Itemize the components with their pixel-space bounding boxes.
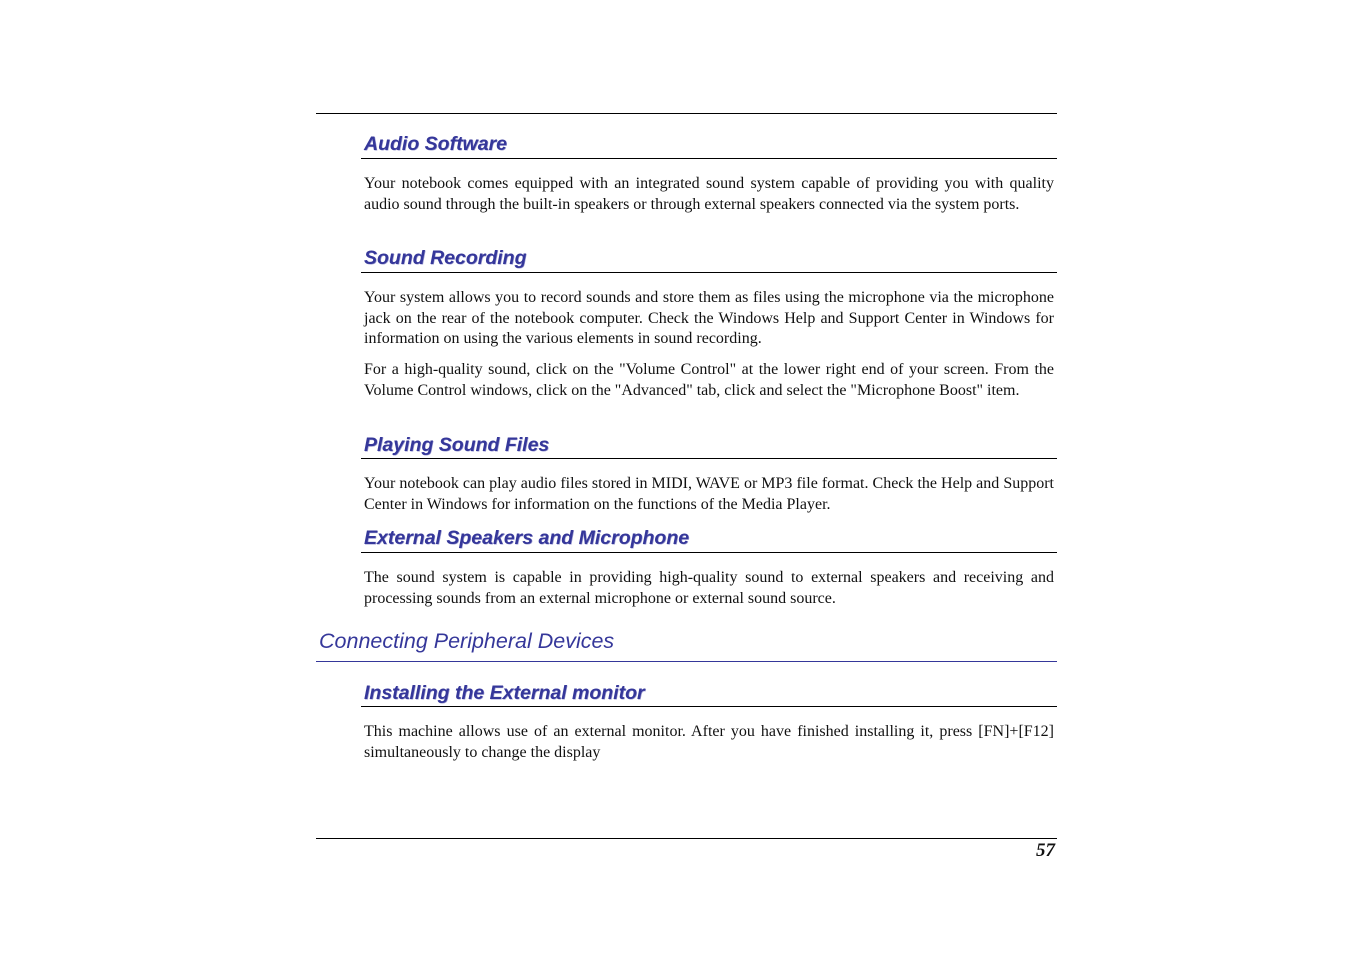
paragraph-audio-software: Your notebook comes equipped with an integrated sound system capable of providing you with quality audio sound through the built-in speakers or through external speakers connected via the system ports. <box>364 175 1054 213</box>
page-number: 57 <box>1036 840 1055 861</box>
heading-underline <box>361 458 1057 459</box>
paragraph-external-speakers: The sound system is capable in providing high-quality sound to external speakers and receiving and processing sounds from an external microphone or external sound source. <box>364 569 1054 607</box>
paragraph-playing-sound-files: Your notebook can play audio files stored in MIDI, WAVE or MP3 file format. Check the Help and Support Center in Windows for information on the functions of the Media Player. <box>364 475 1054 513</box>
heading-audio-software: Audio Software <box>364 133 508 155</box>
header-rule <box>316 113 1057 114</box>
heading-external-speakers: External Speakers and Microphone <box>364 527 690 549</box>
section-underline <box>316 661 1057 662</box>
heading-sound-recording: Sound Recording <box>364 247 527 269</box>
heading-underline <box>361 158 1057 159</box>
paragraph-sound-recording-1: Your system allows you to record sounds and store them as files using the microphone via the microphone jack on the rear of the notebook computer. Check the Windows Help and Support Center in Windows for information on using the various elements in sound recording. <box>364 289 1054 348</box>
heading-external-monitor: Installing the External monitor <box>364 682 645 704</box>
heading-underline <box>361 552 1057 553</box>
heading-underline <box>361 706 1057 707</box>
paragraph-external-monitor: This machine allows use of an external monitor. After you have finished installing it, press [FN]+[F12] simultaneously to change the display <box>364 723 1054 761</box>
heading-underline <box>361 272 1057 273</box>
heading-playing-sound-files: Playing Sound Files <box>364 434 550 456</box>
heading-connecting-peripherals: Connecting Peripheral Devices <box>319 629 615 653</box>
footer-rule <box>316 838 1057 839</box>
paragraph-sound-recording-2: For a high-quality sound, click on the "Volume Control" at the lower right end of your screen. From the Volume Control windows, click on the "Advanced" tab, click and select the "Microphone Boost" item. <box>364 361 1054 399</box>
